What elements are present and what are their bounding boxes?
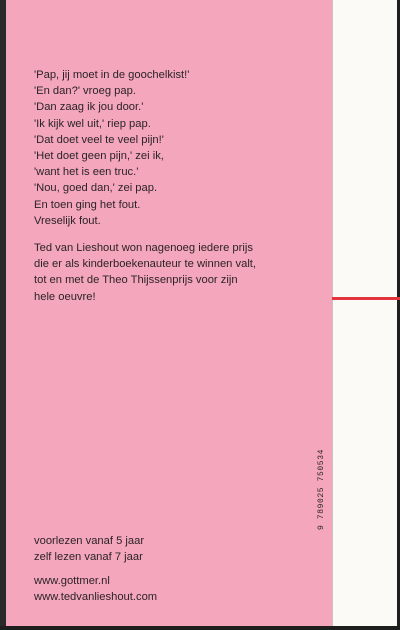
poem-line: 'Dat doet veel te veel pijn!' [34, 133, 164, 146]
publisher-links [34, 573, 326, 605]
poem-line: En toen ging het fout. [34, 198, 141, 211]
poem-line: 'Pap, jij moet in de goochelkist!' [34, 69, 190, 81]
poem-line: 'want het is een truc.' [34, 166, 139, 179]
blurb-line: Ted van Lieshout won nagenoeg iedere prijs [34, 242, 253, 254]
poem-line: 'Nou, goed dan,' zei pap. [34, 182, 158, 195]
spine-red-mark [332, 297, 400, 300]
read-aloud-age: voorlezen vanaf 5 jaar [34, 535, 145, 547]
poem-line: 'En dan?' vroeg pap. [34, 85, 136, 98]
poem-line: Vreselijk fout. [34, 214, 101, 227]
reading-age-info [34, 533, 326, 565]
blurb-line: die er als kinderboekenauteur te winnen valt, [34, 258, 257, 271]
isbn-number: 9 789025 750534 [317, 448, 326, 530]
author-blurb [34, 240, 326, 305]
poem-line: 'Ik kijk wel uit,' riep pap. [34, 117, 151, 130]
scan-bottom-edge [0, 626, 400, 630]
book-spine [332, 0, 400, 626]
poem-line: 'Het doet geen pijn,' zei ik, [34, 150, 164, 163]
author-url: www.tedvanlieshout.com [34, 591, 158, 604]
poem-line: 'Dan zaag ik jou door.' [34, 101, 144, 114]
excerpt-poem [34, 67, 326, 229]
blurb-line: tot en met de Theo Thijssenprijs voor zijn [34, 274, 238, 287]
blurb-line: hele oeuvre! [34, 290, 96, 303]
self-read-age: zelf lezen vanaf 7 jaar [34, 551, 143, 564]
publisher-url: www.gottmer.nl [34, 575, 110, 587]
